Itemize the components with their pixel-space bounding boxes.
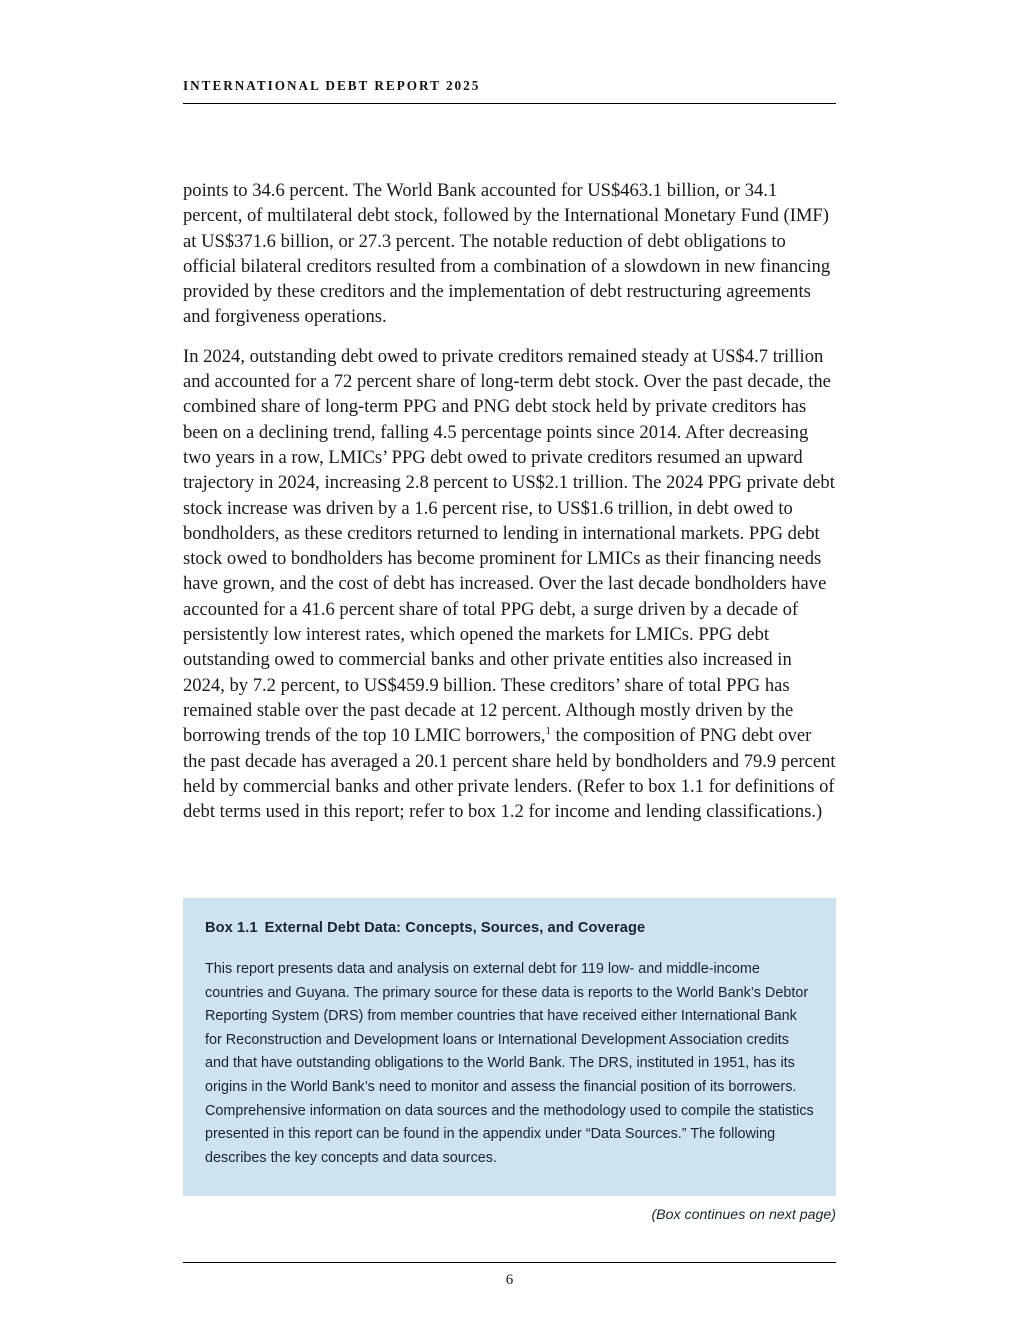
page-number: 6 <box>505 1272 514 1288</box>
paragraph-2-tail: the composition of PNG debt over the past decade has averaged a 20.1 percent share held by bondholders and 79.9 percent held by commercial banks and other private lenders. (Refer to box 1.1 for definitions of debt terms used in this report; refer to box 1.2 for income and lending classifications.) <box>183 725 836 823</box>
footer-divider <box>183 1262 836 1263</box>
body-text-column <box>183 178 836 824</box>
callout-box-heading <box>205 920 814 936</box>
paragraph-1: points to 34.6 percent. The World Bank accounted for US$463.1 billion, or 34.1 percent, of multilateral debt stock, followed by the International Monetary Fund (IMF) at US$371.6 billion, or 27.3 percent. The notable reduction of debt obligations to official bilateral creditors resulted from a combination of a slowdown in new financing provided by these creditors and the implementation of debt restructuring agreements and forgiveness operations. <box>183 180 831 328</box>
paragraph-2-main: In 2024, outstanding debt owed to private creditors remained steady at US$4.7 trillion and accounted for a 72 percent share of long-term debt stock. Over the past decade, the combined share of long-term PPG and PNG debt stock held by private creditors has been on a declining trend, falling 4.5 percentage points since 2014. After decreasing two years in a row, LMICs’ PPG debt owed to private creditors resumed an upward trajectory in 2024, increasing 2.8 percent to US$2.1 trillion. The 2024 PPG private debt stock increase was driven by a 1.6 percent rise, to US$1.6 trillion, in debt owed to bondholders, as these creditors returned to lending in international markets. PPG debt stock owed to bondholders has become prominent for LMICs as their financing needs have grown, and the cost of debt has increased. Over the last decade bondholders have accounted for a 41.6 percent share of total PPG debt, a surge driven by a decade of persistently low interest rates, which opened the markets for LMICs. PPG debt outstanding owed to commercial banks and other private entities also increased in 2024, by 7.2 percent, to US$459.9 billion. These creditors’ share of total PPG has remained stable over the past decade at 12 percent. Although mostly driven by the borrowing trends of the top 10 LMIC borrowers, <box>183 345 835 747</box>
footnote-reference: 1 <box>545 725 552 738</box>
running-header <box>183 78 836 104</box>
box-continues-note: (Box continues on next page) <box>651 1207 836 1223</box>
callout-box <box>183 898 836 1196</box>
callout-box-title: External Debt Data: Concepts, Sources, and Coverage <box>264 920 646 936</box>
paragraph-2 <box>183 344 836 825</box>
callout-box-number: Box 1.1 <box>205 920 258 936</box>
running-header-title: INTERNATIONAL DEBT REPORT 2025 <box>183 78 481 93</box>
callout-box-body: This report presents data and analysis on external debt for 119 low- and middle-income countries and Guyana. The primary source for these data is reports to the World Bank’s Debtor Reporting System (DRS) from member countries that have received either International Bank for Reconstruction and Development loans or International Development Association credits and that have outstanding obligations to the World Bank. The DRS, instituted in 1951, has its origins in the World Bank’s need to monitor and assess the financial position of its borrowers. Comprehensive information on data sources and the methodology used to compile the statistics presented in this report can be found in the appendix under “Data Sources.” The following describes the key concepts and data sources. <box>205 961 814 1166</box>
